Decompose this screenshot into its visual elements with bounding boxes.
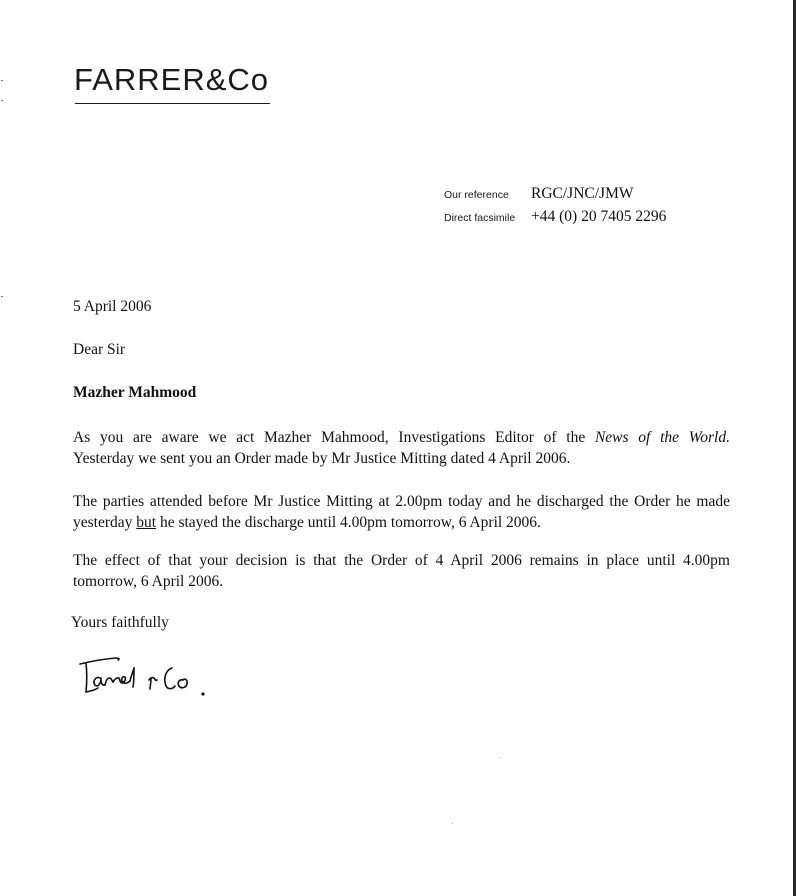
direct-facsimile-label: Direct facsimile [444, 212, 516, 224]
salutation: Dear Sir [73, 341, 126, 358]
handwritten-signature [70, 650, 230, 710]
letter-date: 5 April 2006 [73, 298, 152, 315]
our-reference-value: RGC/JNC/JMW [531, 185, 634, 202]
paragraph-line [73, 427, 730, 448]
paragraph-line: The parties attended before Mr Justice Mitting at 2.00pm today and he discharged the Order he made [73, 493, 730, 510]
paragraph-line: Yesterday we sent you an Order made by Mr Justice Mitting dated 4 April 2006. [73, 450, 571, 467]
body-paragraph-2 [73, 491, 730, 533]
subject-heading: Mazher Mahmood [73, 384, 197, 401]
scan-mark [1, 100, 3, 101]
scan-mark [1, 80, 3, 81]
scan-speck [452, 823, 453, 824]
reference-block [444, 185, 666, 231]
scan-mark [1, 296, 3, 297]
our-reference-label: Our reference [444, 189, 509, 201]
paragraph-text: yesterday [73, 514, 137, 531]
body-paragraph-3 [73, 550, 730, 592]
paragraph-line [73, 512, 730, 533]
paragraph-line: tomorrow, 6 April 2006. [73, 573, 224, 590]
publication-title: News of the World. [594, 429, 730, 446]
direct-facsimile-value: +44 (0) 20 7405 2296 [531, 208, 667, 225]
logo-underline [75, 103, 270, 104]
reference-row [444, 185, 666, 208]
paragraph-line: The effect of that your decision is that the Order of 4 April 2006 remains in place until 4.00pm [73, 552, 730, 569]
reference-row [444, 208, 666, 231]
scan-speck [500, 757, 501, 758]
firm-logo: FARRER&Co [74, 62, 270, 97]
body-paragraph-1 [73, 427, 730, 469]
paragraph-text: As you are aware we act Mazher Mahmood, Investigations Editor of the [73, 429, 595, 446]
complimentary-close: Yours faithfully [71, 614, 169, 631]
paragraph-text: he stayed the discharge until 4.00pm tomorrow, 6 April 2006. [156, 514, 541, 531]
underlined-word: but [136, 514, 157, 531]
